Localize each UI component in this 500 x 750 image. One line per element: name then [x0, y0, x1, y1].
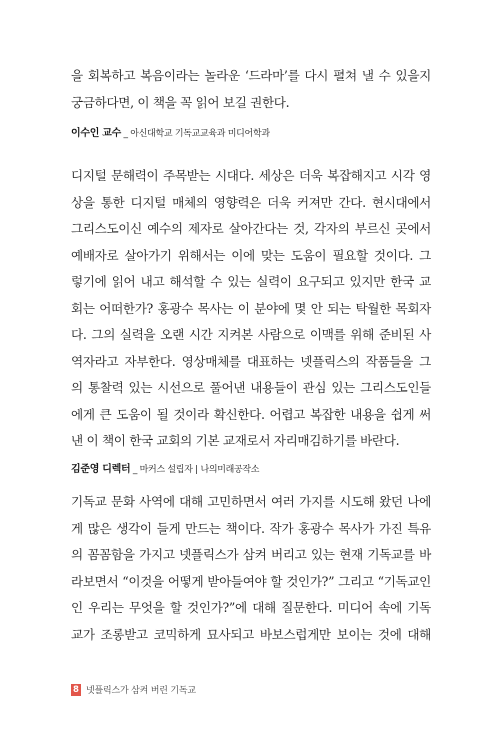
text-line: 다. 그의 실력을 오랜 시간 지켜본 사람으로 이맥를 위해 준비된 사	[71, 327, 431, 342]
text-line: 게 많은 생각이 들게 만드는 책이다. 작가 홍광수 목사가 가진 특유	[71, 520, 431, 536]
endorser-affiliation: _ 아신대학교 기독교교육과 미디어학과	[123, 129, 270, 139]
endorser-name: 이수인 교수	[71, 128, 121, 139]
endorsement-1-signature	[71, 124, 270, 139]
text-line: 회는 어떠한가? 홍광수 목사는 이 분야에 몇 안 되는 탁월한 목회자	[71, 300, 431, 316]
text-line: 을 회복하고 복음이라는 놀라운 ‘드라마’를 다시 펼쳐 낼 수 있을지	[71, 68, 431, 83]
text-line: 렇기에 읽어 내고 해석할 수 있는 실력이 요구되고 있지만 한국 교	[71, 274, 431, 289]
text-line: 라보면서 “이것을 어떻게 받아들여야 할 것인가?” 그리고 “기독교인	[71, 573, 431, 589]
endorsement-3-text	[71, 489, 431, 648]
endorsement-1-text	[71, 63, 431, 116]
text-line: 디지털 문해력이 주목받는 시대다. 세상은 더욱 복잡해지고 시각 영	[71, 168, 431, 183]
text-line: 인 우리는 무엇을 할 것인가?”에 대해 질문한다. 미디어 속에 기독	[71, 600, 431, 615]
page-number: 8	[71, 684, 81, 696]
text-line: 역자라고 자부한다. 영상매체를 대표하는 넷플릭스의 작품들을 그	[71, 353, 431, 369]
running-book-title: 넷플릭스가 삼켜 버린 기독교	[86, 686, 196, 696]
text-line: 기독교 문화 사역에 대해 고민하면서 여러 가지를 시도해 왔던 나에	[71, 494, 431, 509]
endorser-affiliation: _ 마커스 설립자 | 나의미래공작소	[132, 465, 260, 475]
text-line: 궁금하다면, 이 책을 꼭 읽어 보길 권한다.	[71, 94, 290, 110]
text-line: 그리스도이신 예수의 제자로 살아간다는 것, 각자의 부르신 곳에서	[71, 221, 431, 236]
text-line: 의 꼼꼼함을 가지고 넷플릭스가 삼켜 버리고 있는 현재 기독교를 바	[71, 547, 431, 562]
endorsement-2-text	[71, 163, 431, 455]
text-line: 에게 큰 도움이 될 것이라 확신한다. 어렵고 복잡한 내용을 쉽게 써	[71, 406, 431, 422]
page-footer	[71, 683, 196, 696]
text-line: 의 통찰력 있는 시선으로 풀어낸 내용들이 관심 있는 그리스도인들	[71, 380, 431, 395]
endorser-name: 김준영 디렉터	[71, 464, 131, 475]
text-line: 낸 이 책이 한국 교회의 기본 교재로서 자리매김하기를 바란다.	[71, 433, 400, 448]
text-line: 상을 통한 디지털 매체의 영향력은 더욱 커져만 간다. 현시대에서	[71, 194, 431, 210]
text-line: 예배자로 살아가기 위해서는 이에 맞는 도움이 필요할 것이다. 그	[71, 247, 431, 263]
text-line: 교가 조롱받고 코믹하게 묘사되고 바보스럽게만 보이는 것에 대해	[71, 626, 431, 642]
endorsement-2-signature	[71, 460, 259, 475]
